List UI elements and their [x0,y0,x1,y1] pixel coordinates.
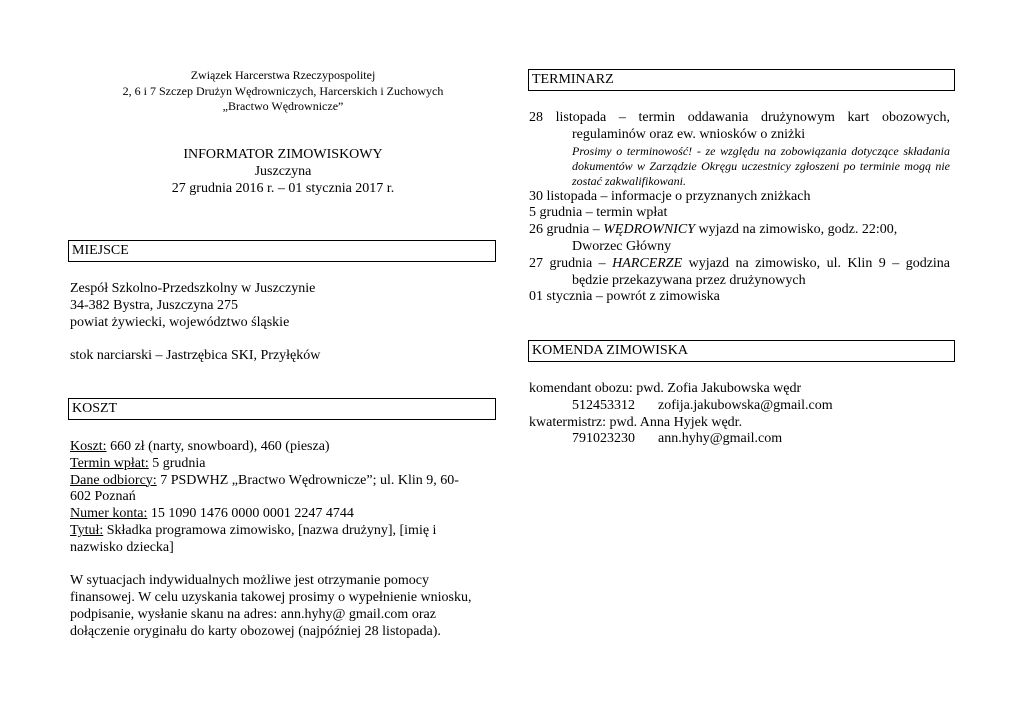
payment-deadline-line [70,456,496,473]
schedule-note: Prosimy o terminowość! - ze względu na zobowiązania dotyczące składania dokumentów w Zarządzie Okręgu uczestnicy zgłoszeni po terminie mogą nie zostać zakwalifikowani. [572,143,950,188]
account-number: 15 1090 1476 0000 0001 2247 4744 [147,506,354,522]
schedule-item-departure-rovers [529,222,950,239]
venue-region: powiat żywiecki, województwo śląskie [70,314,290,330]
ski-slope: stok narciarski – Jastrzębica SKI, Przyłęków [70,348,321,364]
transfer-title-label: Tytuł: [70,522,104,538]
camp-commander: komendant obozu: pwd. Zofia Jakubowska wędr [529,381,802,396]
schedule-item-cards: 28 listopada – termin oddawania drużynowym kart obozowych, [529,110,950,125]
departure-scouts-detail: wyjazd na zimowisko, ul. Klin 9 – godzina [682,255,951,271]
venue-name: Zespół Szkolno-Przedszkolny w Juszczynie [70,281,316,296]
payment-deadline-value: 5 grudnia [148,455,206,471]
section-koszt [70,439,496,641]
org-name: Związek Harcerstwa Rzeczypospolitej [190,68,376,82]
org-units: 2, 6 i 7 Szczep Drużyn Wędrowniczych, Harcerskich i Zuchowych [122,83,444,98]
section-heading-terminarz: TERMINARZ [528,69,955,91]
section-heading-miejsce: MIEJSCE [68,240,496,262]
financial-help-3: podpisanie, wysłanie skanu na adres: ann.hyhy@ gmail.com oraz [70,606,436,622]
transfer-title-line [70,523,496,540]
transfer-title-value: Składka programowa zimowisko, [nazwa drużyny], [imię i [103,522,437,538]
cost-line [70,439,496,456]
venue-address: 34-382 Bystra, Juszczyna 275 [70,297,238,313]
recipient-value: 7 PSDWHZ „Bractwo Wędrownicze”; ul. Klin 9, 60- [156,472,459,488]
section-heading-komenda: KOMENDA ZIMOWISKA [528,340,955,362]
recipient-label: Dane odbiorcy: [70,472,157,488]
cost-value: 660 zł (narty, snowboard), 460 (piesza) [106,439,330,454]
account-label: Numer konta: [70,506,148,522]
event-dates: 27 grudnia 2016 r. – 01 stycznia 2017 r. [171,181,395,196]
section-komenda [529,381,950,448]
schedule-item-departure-rovers-cont: Dworzec Główny [572,238,672,254]
schedule-item-departure-scouts-cont: będzie przekazywana przez drużynowych [572,272,806,288]
quartermaster-email: ann.hyhy@gmail.com [658,431,783,447]
financial-help-1: W sytuacjach indywidualnych możliwe jest otrzymanie pomocy [70,573,429,589]
cost-label: Koszt: [70,439,107,454]
organization-header [70,68,496,115]
section-miejsce [70,281,496,365]
org-nickname: „Bractwo Wędrownicze” [222,99,344,113]
section-heading-koszt: KOSZT [68,398,496,420]
departure-scouts-group: HARCERZE [612,255,683,271]
financial-help-4: dołączenie oryginału do karty obozowej (najpóźniej 28 listopada). [70,623,441,639]
camp-commander-phone: 512453312 [572,397,635,413]
recipient-line [70,473,496,490]
departure-scouts-date: 27 grudnia – [529,255,613,271]
camp-commander-contact [529,398,950,415]
account-line [70,506,496,523]
departure-rovers-group: WĘDROWNICY [603,222,696,238]
document-title: INFORMATOR ZIMOWISKOWY [183,147,383,162]
transfer-title-cont: nazwisko dziecka] [70,539,174,555]
recipient-value-cont: 602 Poznań [70,489,136,505]
quartermaster-contact [529,431,950,448]
schedule-item-departure-scouts [529,256,950,273]
departure-rovers-date: 26 grudnia – [529,222,604,238]
financial-help-2: finansowej. W celu uzyskania takowej prosimy o wypełnienie wniosku, [70,590,472,606]
quartermaster: kwatermistrz: pwd. Anna Hyjek wędr. [529,414,743,430]
schedule-item-payment: 5 grudnia – termin wpłat [529,205,668,221]
schedule-item-return: 01 stycznia – powrót z zimowiska [529,289,720,305]
event-place: Juszczyna [254,164,312,179]
departure-rovers-detail: wyjazd na zimowisko, godz. 22:00, [695,222,898,238]
camp-commander-email: zofija.jakubowska@gmail.com [658,397,833,413]
payment-deadline-label: Termin wpłat: [70,455,149,471]
document-title-block [70,146,496,197]
section-terminarz [529,110,950,306]
schedule-item-discounts: 30 listopada – informacje o przyznanych zniżkach [529,188,811,204]
schedule-item-cards-cont: regulaminów oraz ew. wniosków o zniżki [572,126,806,142]
quartermaster-phone: 791023230 [572,431,635,447]
